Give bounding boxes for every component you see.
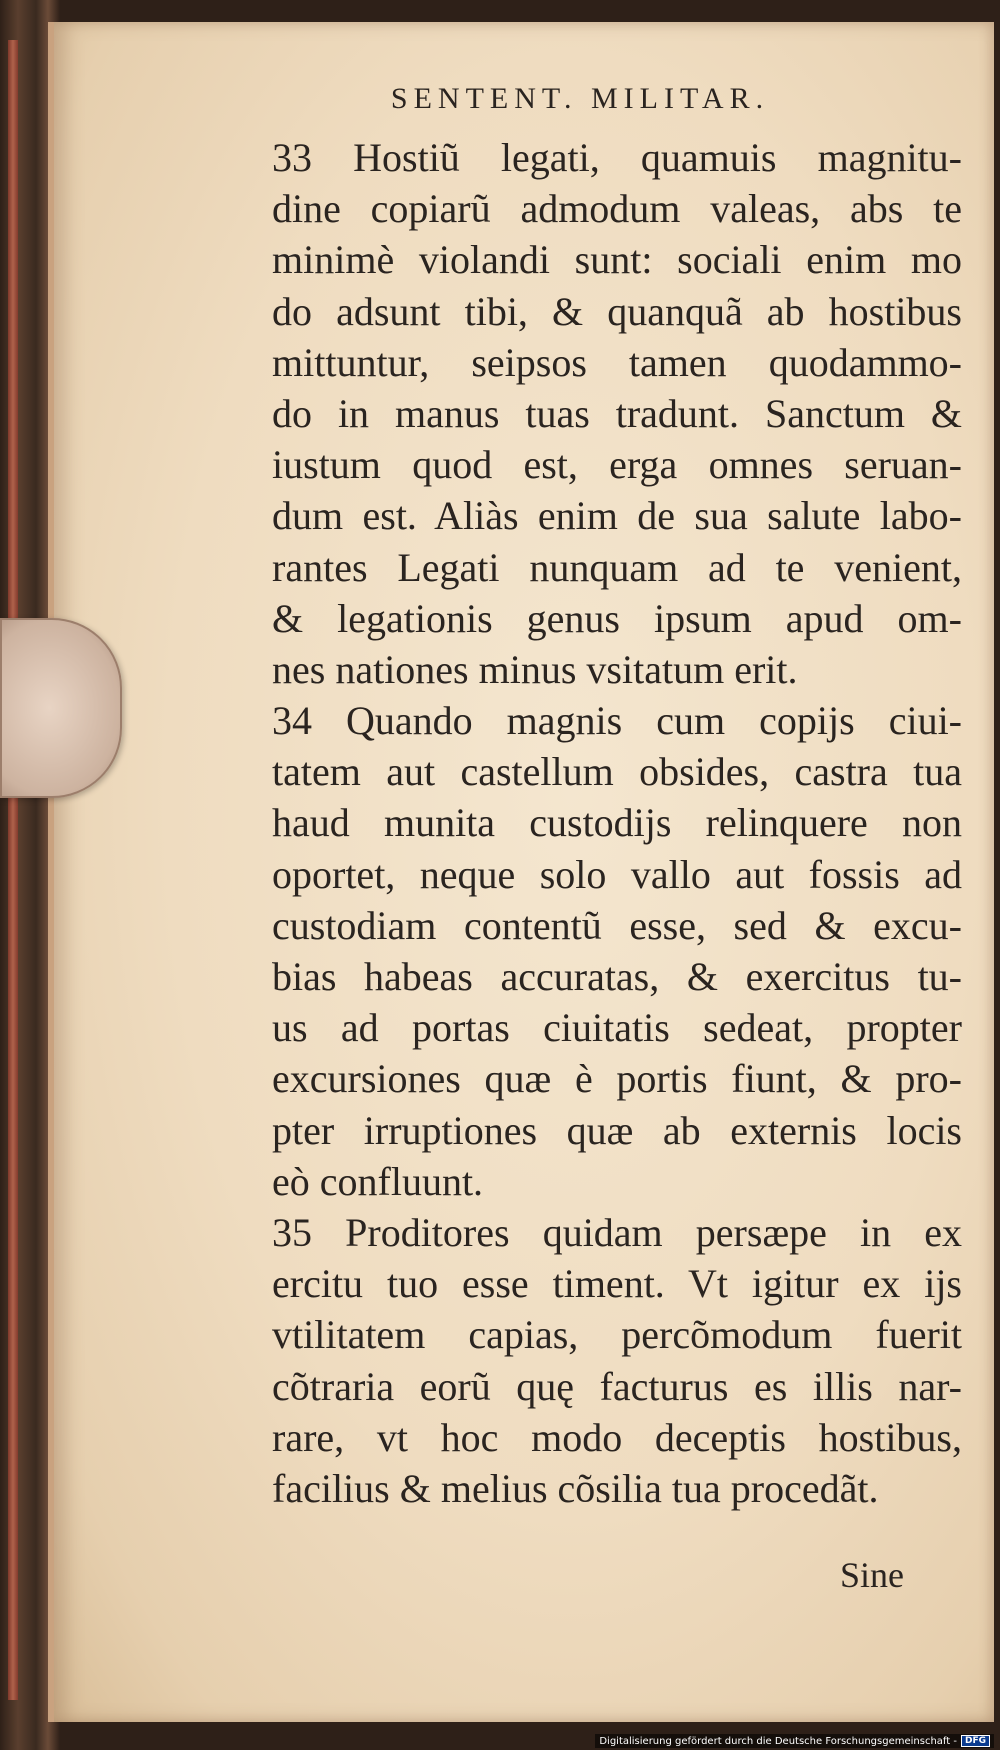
text-line: eò confluunt. xyxy=(272,1158,484,1204)
text-line: facilius & melius cõsilia tua procedãt. xyxy=(272,1465,879,1511)
text-line: do adsunt tibi, & quanquã ab hostibus xyxy=(272,288,962,334)
running-head: SENTENT. MILITAR. xyxy=(390,82,770,115)
text-line: haud munita custodijs relinquere non xyxy=(272,800,962,846)
text-line: 35 Proditores quidam persæpe in ex xyxy=(272,1209,962,1255)
text-line: rare, vt hoc modo deceptis hostibus, xyxy=(272,1414,962,1460)
text-line: bias habeas accuratas, & exercitus tu- xyxy=(272,954,962,999)
text-line: mittuntur, seipsos tamen quodammo- xyxy=(272,339,962,385)
catchword: Sine xyxy=(840,1555,905,1595)
text-line: us ad portas ciuitatis sedeat, propter xyxy=(272,1005,962,1051)
text-line: vtilitatem capias, percõmodum fuerit xyxy=(272,1312,962,1358)
credit-text: Digitalisierung gefördert durch die Deutsche Forschungsgemeinschaft - xyxy=(599,1735,957,1747)
text-line: rantes Legati nunquam ad te venient, xyxy=(272,544,962,590)
text-line: cõtraria eorũ quę facturus es illis nar- xyxy=(272,1363,962,1409)
text-line: dine copiarũ admodum valeas, abs te xyxy=(272,186,962,232)
text-line: 33 Hostiũ legati, quamuis magnitu- xyxy=(272,135,962,180)
digitization-credit xyxy=(595,1734,994,1748)
text-line: ercitu tuo esse timent. Vt igitur ex ijs xyxy=(272,1261,962,1307)
page-tab-marker xyxy=(0,618,122,798)
book-edge xyxy=(8,40,18,1700)
text-line: minimè violandi sunt: sociali enim mo xyxy=(272,237,962,283)
text-line: & legationis genus ipsum apud om- xyxy=(272,595,962,641)
text-line: 34 Quando magnis cum copijs ciui- xyxy=(272,698,962,744)
dfg-logo: DFG xyxy=(961,1735,990,1747)
text-line: dum est. Aliàs enim de sua salute labo- xyxy=(272,493,962,539)
text-line: do in manus tuas tradunt. Sanctum & xyxy=(272,390,962,436)
text-line: tatem aut castellum obsides, castra tua xyxy=(272,749,962,795)
text-line: oportet, neque solo vallo aut fossis ad xyxy=(272,851,962,897)
text-line: excursiones quæ è portis fiunt, & pro- xyxy=(272,1056,962,1102)
text-line: nes nationes minus vsitatum erit. xyxy=(272,646,798,692)
text-line: iustum quod est, erga omnes seruan- xyxy=(272,442,962,488)
text-block xyxy=(272,132,962,1514)
text-line: pter irruptiones quæ ab externis locis xyxy=(272,1107,962,1153)
text-line: custodiam contentũ esse, sed & excu- xyxy=(272,902,962,948)
